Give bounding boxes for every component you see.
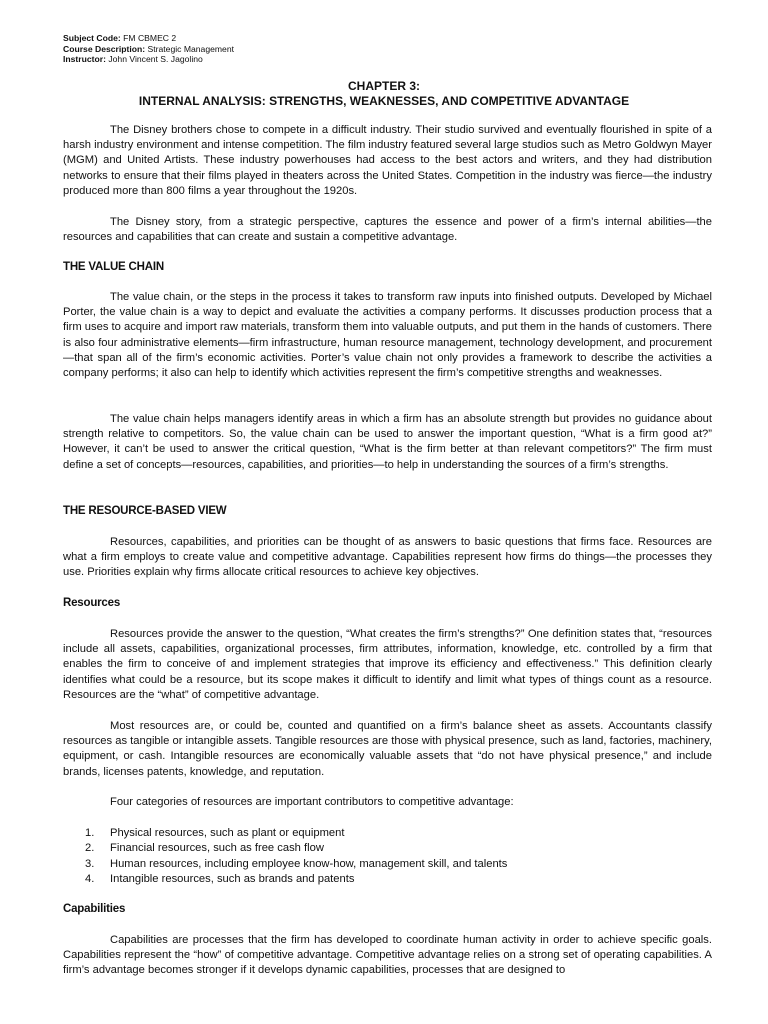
capabilities-heading: Capabilities bbox=[63, 903, 126, 915]
rbv-paragraph-1: Resources, capabilities, and priorities can be thought of as answers to basic questions that firms face. Resources are what a firm employs to create value and competitive advantage. Capabilities represent how firms do things—the processes they use. Priorities explain why firms allocate critical resources to achieve key objectives. bbox=[63, 536, 712, 579]
subject-code-value: FM CBMEC 2 bbox=[123, 33, 177, 43]
chapter-number: CHAPTER 3: bbox=[347, 79, 420, 93]
course-description-label: Course Description: bbox=[63, 43, 146, 54]
subject-code-label: Subject Code: bbox=[63, 33, 121, 43]
intro-paragraph-2: The Disney story, from a strategic perspective, captures the essence and power of a firm’s internal abilities—the resources and capabilities that can create and sustain a competitive advantage. bbox=[63, 216, 712, 244]
intro-paragraph-1: The Disney brothers chose to compete in a difficult industry. Their studio survived and eventually flourished in spite of a harsh industry environment and intense competition. The film industry featured several large studios such as Metro Goldwyn Mayer (MGM) and United Artists. These industry powerhouses had access to the best actors and writers, and they had distribution networks to ensure that their films played in theaters across the United States. Competition in the industry was fierce—the industry produced more than 800 films a year throughout the 1920s. bbox=[63, 124, 712, 197]
value-chain-heading: THE VALUE CHAIN bbox=[63, 261, 164, 273]
course-header bbox=[63, 33, 234, 65]
list-item: 4. Intangible resources, such as brands and patents bbox=[85, 872, 355, 885]
subject-code-row bbox=[63, 33, 234, 44]
instructor-value: John Vincent S. Jagolino bbox=[108, 54, 203, 65]
resource-categories-list bbox=[85, 826, 507, 887]
instructor-row bbox=[63, 54, 234, 65]
list-item: 3. Human resources, including employee know-how, management skill, and talents bbox=[85, 857, 508, 870]
resources-heading: Resources bbox=[63, 597, 121, 609]
resources-paragraph-2: Most resources are, or could be, counted and quantified on a firm’s balance sheet as assets. Accountants classify resources as tangible or intangible assets. Tangible resources are those with physical presence, such as land, factories, machinery, equipment, or cash. Intangible resources are economically valuable assets that “do not have physical presence,” and include brands, licenses patents, knowledge, and reputation. bbox=[63, 720, 712, 778]
value-chain-paragraph-1: The value chain, or the steps in the process it takes to transform raw inputs into finished outputs. Developed by Michael Porter, the value chain is a way to depict and evaluate the activities a company performs. It discusses production process that a firm uses to acquire and import raw materials, transform them into valuable outputs, and put them in the hands of customers. There is also four administrative elements—firm infrastructure, human resource management, technology development, and procurement—that span all of the firm’s economic activities. Porter’s value chain not only provides a framework to describe the activities a company performs; it also can help to identify which activities represent the firm’s competitive strengths and weaknesses. bbox=[63, 291, 712, 380]
course-description-value: Strategic Management bbox=[147, 43, 234, 54]
capabilities-paragraph-1: Capabilities are processes that the firm has developed to coordinate human activity in order to achieve specific goals. Capabilities represent the “how” of competitive advantage. Competitive advantage relies on a strong set of operating capabilities. A firm’s advantage becomes stronger if it develops dynamic capabilities, processes that are designed to bbox=[63, 934, 712, 977]
value-chain-paragraph-2: The value chain helps managers identify areas in which a firm has an absolute strength but provides no guidance about strength relative to competitors. So, the value chain can be used to answer the important question, “What is a firm good at?” However, it can’t be used to answer the critical question, “What is the firm better at than relevant competitors?” The firm must define a set of concepts—resources, capabilities, and priorities—to help in understanding the sources of a firm’s strengths. bbox=[63, 413, 712, 471]
instructor-label: Instructor: bbox=[63, 54, 106, 65]
list-item: 1. Physical resources, such as plant or equipment bbox=[85, 827, 345, 839]
list-item: 2. Financial resources, such as free cash flow bbox=[85, 842, 324, 855]
chapter-title: INTERNAL ANALYSIS: STRENGTHS, WEAKNESSES, AND COMPETITIVE ADVANTAGE bbox=[138, 94, 630, 108]
rbv-heading: THE RESOURCE-BASED VIEW bbox=[63, 505, 227, 517]
resources-paragraph-1: Resources provide the answer to the question, “What creates the firm’s strengths?” One definition states that, “resources include all assets, capabilities, organizational processes, firm attributes, information, knowledge, etc. controlled by a firm that enables the firm to conceive of and implement strategies that improve its efficiency and effectiveness.” This definition clearly identifies what could be a resource, but its scope makes it difficult to identify and limit what types of things count as a resource. Resources are the “what” of competitive advantage. bbox=[63, 628, 712, 701]
course-description-row bbox=[63, 44, 234, 55]
resources-paragraph-3: Four categories of resources are important contributors to competitive advantage: bbox=[110, 796, 514, 808]
